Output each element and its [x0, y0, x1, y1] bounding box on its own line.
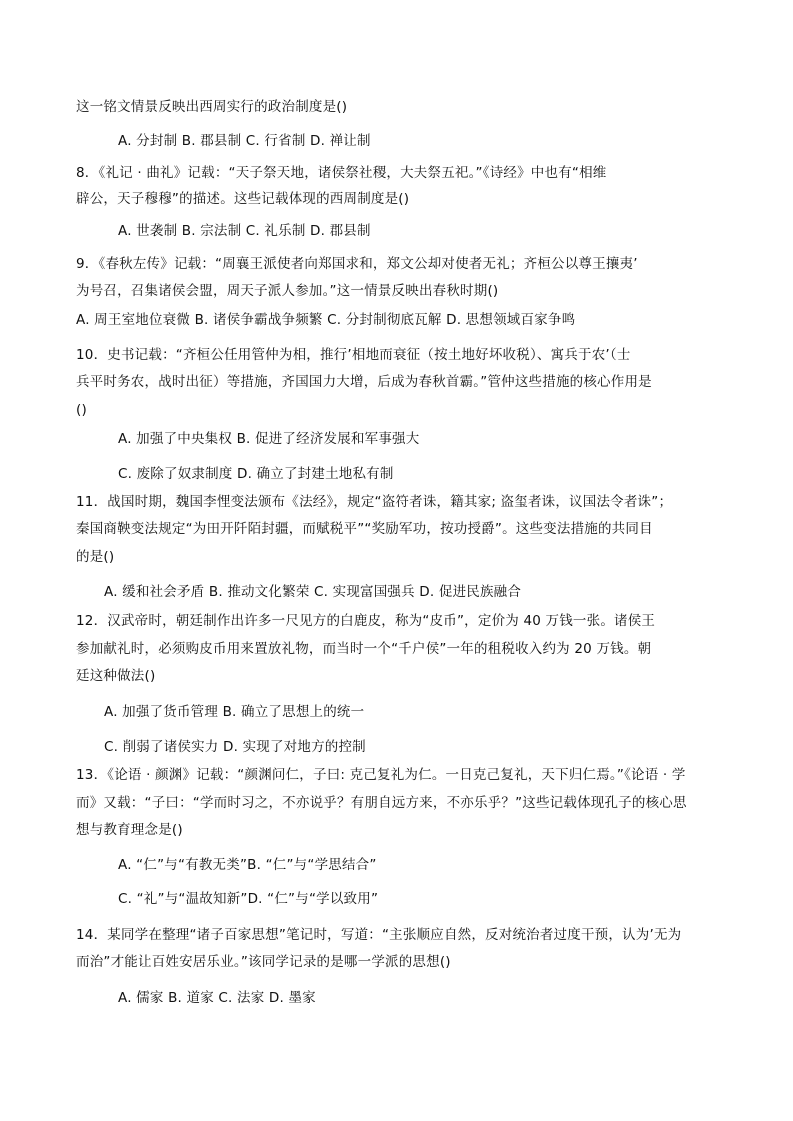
q11-options: A. 缓和社会矛盾 B. 推动文化繁荣 C. 实现富国强兵 D. 促进民族融合	[104, 584, 522, 600]
q10-stem-line3: ()	[76, 402, 87, 418]
q12-options-cd: C. 削弱了诸侯实力 D. 实现了对地方的控制	[104, 739, 366, 755]
q10-options-ab: A. 加强了中央集权 B. 促进了经济发展和军事强大	[118, 431, 420, 447]
q12-stem-line2: 参加献礼时，必须购皮币用来置放礼物，而当时一个“千户侯”一年的租税收入约为 20 万钱。朝	[76, 641, 652, 657]
q8-stem-line1: 8．《礼记 · 曲礼》记载：“天子祭天地，诸侯祭社稷，大夫祭五祀。”《诗经》中也有“相维	[76, 165, 607, 181]
q9-stem-line2: 为号召，召集诸侯会盟，周天子派人参加。”这一情景反映出春秋时期()	[76, 283, 499, 299]
q8-options: A. 世袭制 B. 宗法制 C. 礼乐制 D. 郡县制	[118, 223, 371, 239]
q13-options-cd: C. “礼”与“温故知新”D. “仁”与“学以致用”	[118, 891, 379, 907]
q9-options: A. 周王室地位衰微 B. 诸侯争霸战争频繁 C. 分封制彻底瓦解 D. 思想领域百家争鸣	[76, 312, 576, 328]
q8-stem-line2: 辟公，天子穆穆”的描述。这些记载体现的西周制度是()	[76, 191, 410, 207]
q7-stem-tail: 这一铭文情景反映出西周实行的政治制度是()	[76, 99, 348, 115]
q13-stem-line3: 想与教育理念是()	[76, 822, 183, 838]
q13-options-ab: A. “仁”与“有教无类”B. “仁”与“学思结合”	[118, 857, 377, 873]
q12-stem-line3: 廷这种做法()	[76, 668, 156, 684]
q10-options-cd: C. 废除了奴隶制度 D. 确立了封建土地私有制	[118, 466, 394, 482]
q12-stem-line1: 12．汉武帝时，朝廷制作出许多一尺见方的白鹿皮，称为“皮币”，定价为 40 万钱一张。诸侯王	[76, 613, 656, 629]
q12-options-ab: A. 加强了货币管理 B. 确立了思想上的统一	[104, 704, 365, 720]
q13-stem-line1: 13．《论语 · 颜渊》记载：“颜渊问仁，子曰: 克己复礼为仁。一日克己复礼，天下归仁焉。”《论语 · 学	[76, 767, 686, 783]
q14-stem-line1: 14．某同学在整理“诸子百家思想”笔记时，写道：“主张顺应自然，反对统治者过度干预，认为’无为	[76, 927, 682, 943]
q11-stem-line3: 的是()	[76, 549, 115, 565]
q7-options: A. 分封制 B. 郡县制 C. 行省制 D. 禅让制	[118, 133, 371, 149]
q14-stem-line2: 而治”才能让百姓安居乐业。”该同学记录的是哪一学派的思想()	[76, 954, 451, 970]
q9-stem-line1: 9．《春秋左传》记载：“周襄王派使者向郑国求和，郑文公却对使者无礼；齐桓公以尊王攘夷’	[76, 256, 638, 272]
q11-stem-line1: 11．战国时期，魏国李悝变法颁布《法经》，规定“盗符者诛，籍其家; 盗玺者诛，议国法令者诛”；	[76, 494, 673, 510]
q10-stem-line2: 兵平时务农，战时出征）等措施，齐国国力大增，后成为春秋首霸。”管仲这些措施的核心作用是	[76, 374, 652, 390]
q11-stem-line2: 秦国商鞅变法规定“为田开阡陌封疆，而赋税平”“奖励军功，按功授爵”。这些变法措施的共同目	[76, 521, 653, 537]
q14-options: A. 儒家 B. 道家 C. 法家 D. 墨家	[118, 990, 316, 1006]
q13-stem-line2: 而》又载：“子曰：“学而时习之，不亦说乎？有朋自远方来，不亦乐乎？”这些记载体现孔子的核心思	[76, 795, 687, 811]
q10-stem-line1: 10．史书记载：“齐桓公任用管仲为相，推行’相地而衰征（按土地好坏收税）、寓兵于农’（士	[76, 347, 631, 363]
